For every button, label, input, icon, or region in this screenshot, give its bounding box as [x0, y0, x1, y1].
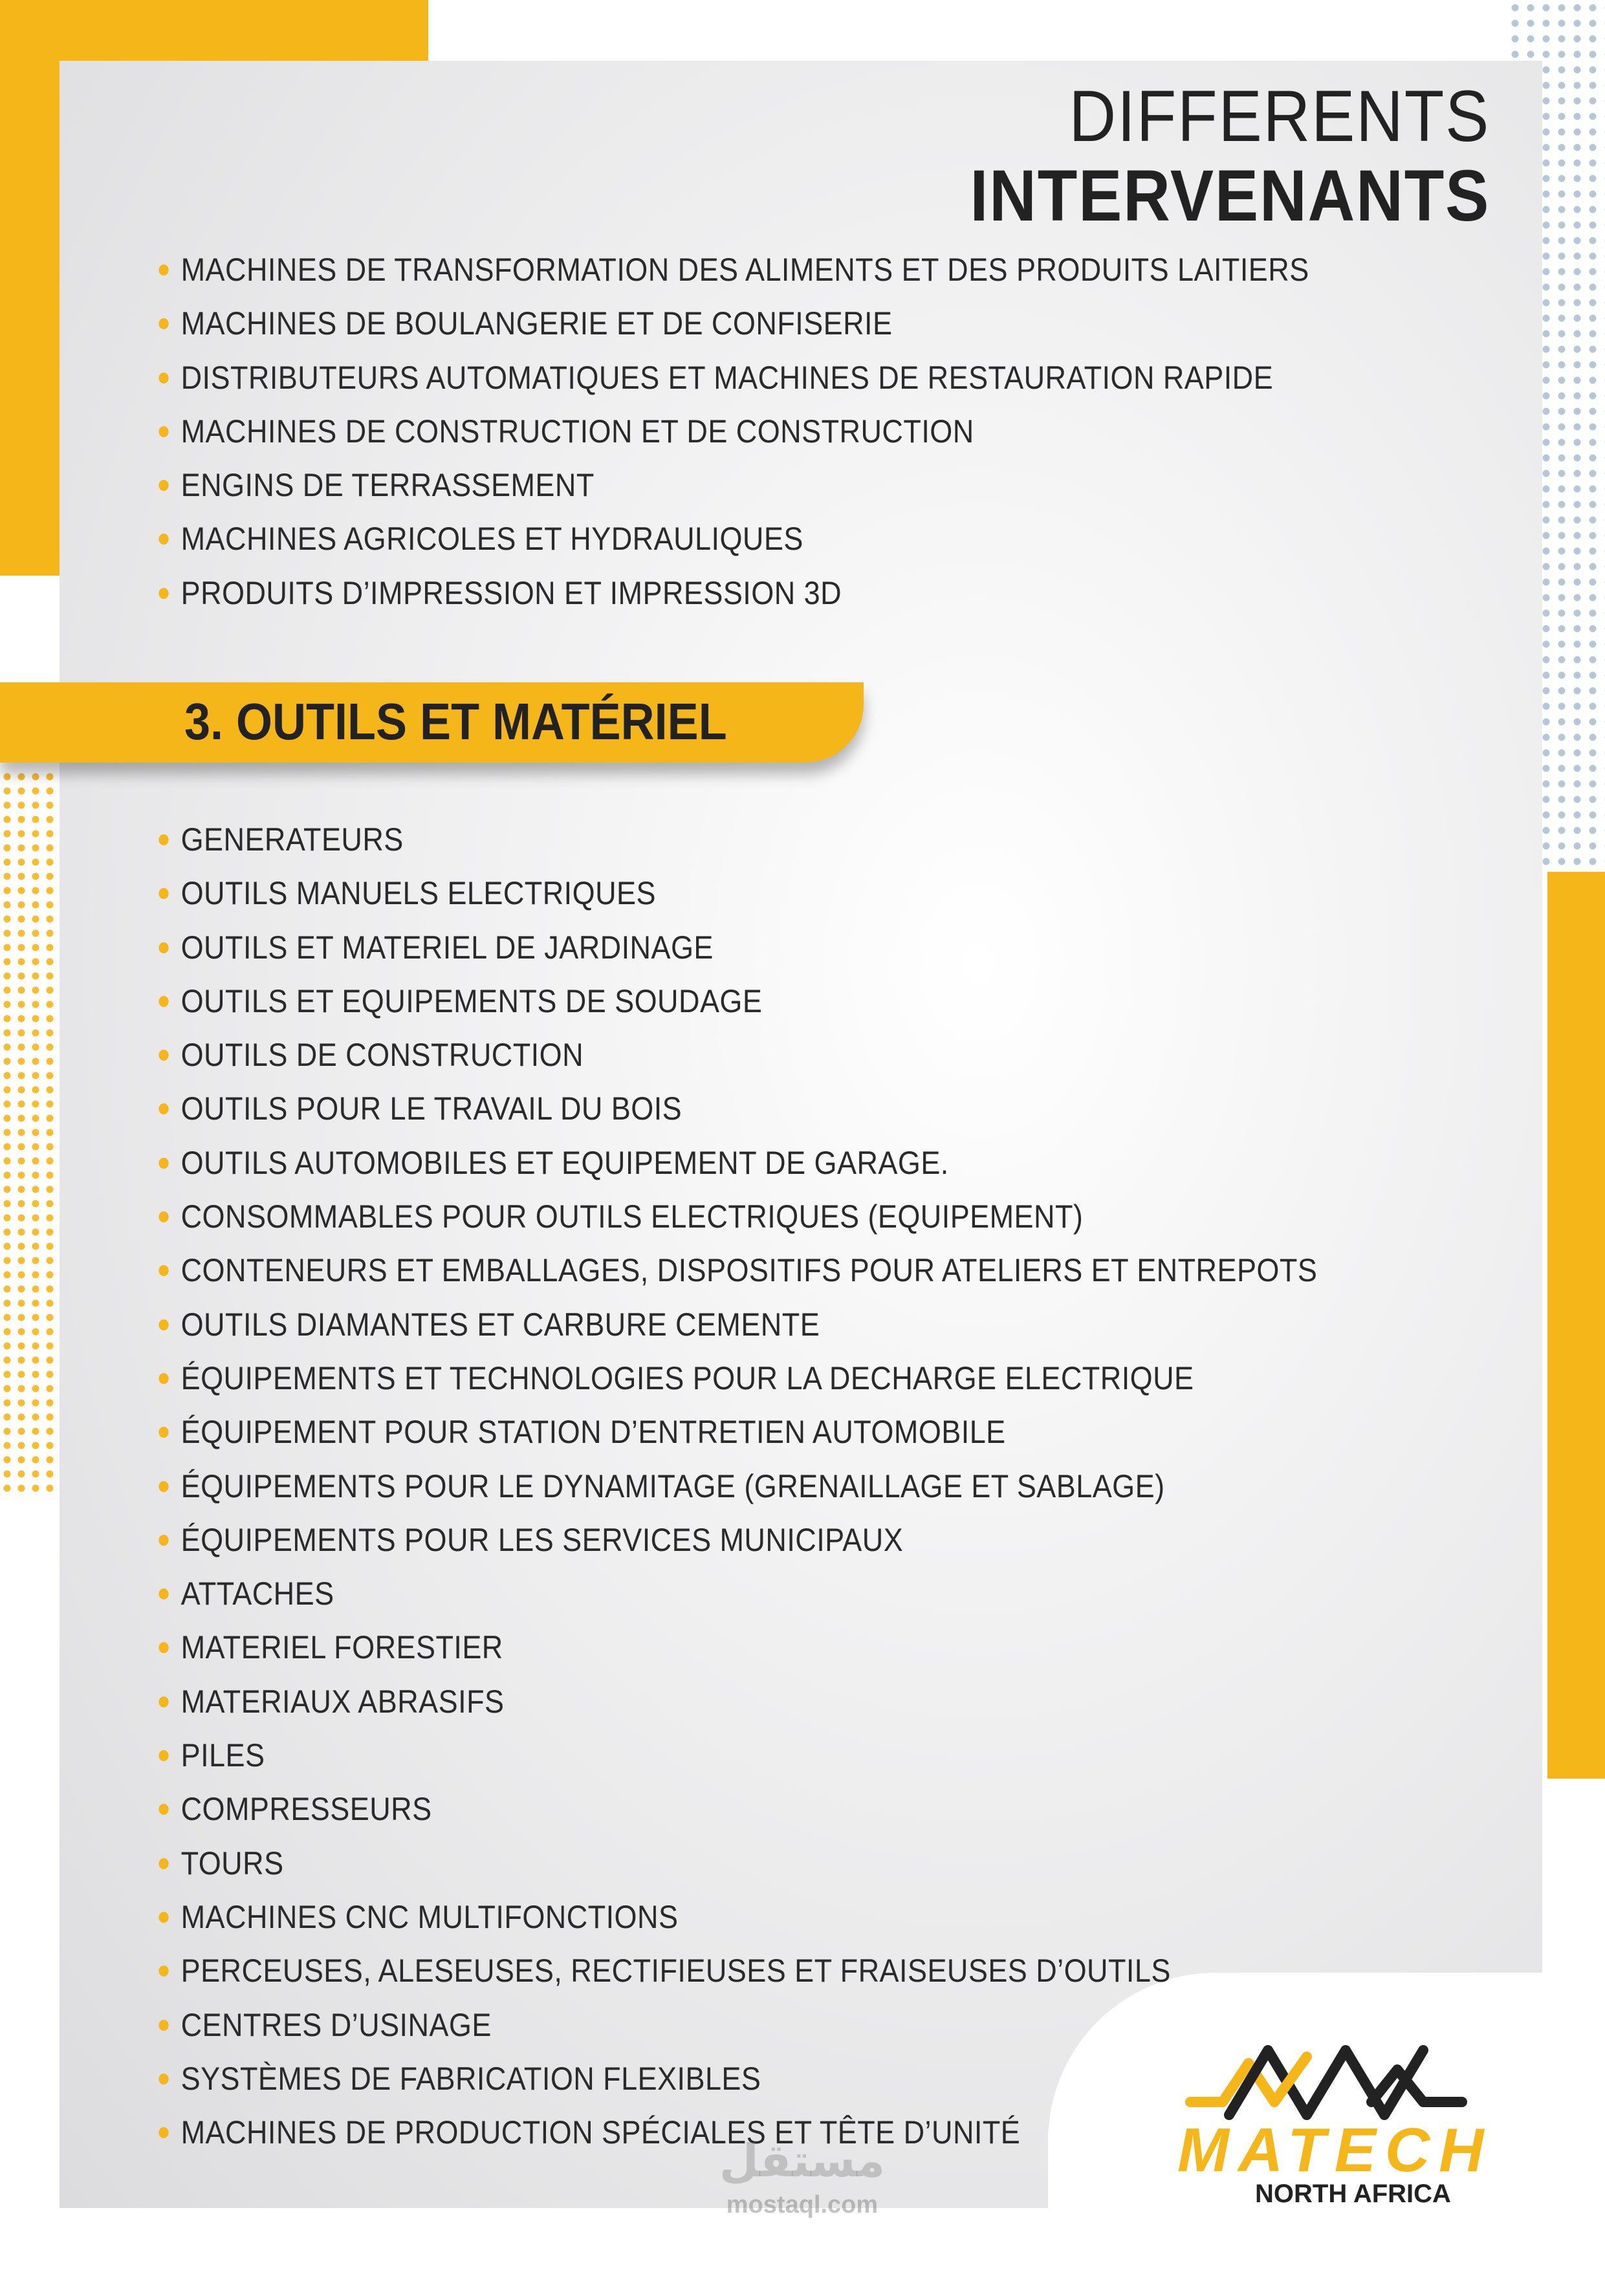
list-item-text: MACHINES AGRICOLES ET HYDRAULIQUES — [180, 521, 803, 558]
list-item-text: OUTILS MANUELS ELECTRIQUES — [180, 875, 656, 912]
list-item — [155, 1405, 1317, 1459]
list-item — [155, 1028, 1317, 1082]
list-item — [155, 1782, 1317, 1836]
list-item-text: ATTACHES — [180, 1576, 334, 1612]
list-item — [155, 405, 1309, 459]
list-item-text: OUTILS AUTOMOBILES ET EQUIPEMENT DE GARAGE. — [180, 1144, 949, 1181]
bullet-dot-icon — [158, 1750, 168, 1761]
bullet-dot-icon — [158, 1858, 168, 1869]
title-line-2: INTERVENANTS — [970, 155, 1490, 237]
bullet-dot-icon — [158, 1588, 168, 1599]
list-item-text: ENGINS DE TERRASSEMENT — [180, 467, 595, 504]
list-item — [155, 1944, 1317, 1998]
bullet-dot-icon — [158, 534, 168, 545]
section-title: 3. OUTILS ET MATÉRIEL — [184, 693, 727, 750]
bullet-dot-icon — [158, 1050, 168, 1061]
list-item — [155, 297, 1309, 351]
list-item — [155, 1244, 1317, 1297]
bullet-dot-icon — [158, 373, 168, 384]
bullet-dot-icon — [158, 1158, 168, 1169]
bullet-dot-icon — [158, 942, 168, 953]
list-item — [155, 1190, 1317, 1244]
tools-list — [155, 813, 1447, 2160]
list-item — [155, 1460, 1317, 1513]
list-item-text: DISTRIBUTEURS AUTOMATIQUES ET MACHINES DE RESTAURATION RAPIDE — [180, 359, 1274, 396]
title-line-1: DIFFERENTS — [1069, 76, 1490, 157]
list-item — [155, 867, 1317, 920]
bullet-dot-icon — [158, 888, 168, 899]
bullet-dot-icon — [158, 588, 168, 599]
bullet-dot-icon — [158, 996, 168, 1007]
list-item — [155, 1621, 1317, 1674]
list-item-text: CONSOMMABLES POUR OUTILS ELECTRIQUES (EQUIPEMENT) — [180, 1198, 1084, 1235]
list-item — [155, 813, 1317, 867]
list-item — [155, 1837, 1317, 1890]
bullet-dot-icon — [158, 2074, 168, 2085]
bullet-dot-icon — [158, 1481, 168, 1492]
page-title — [912, 76, 1490, 235]
list-item-text: CONTENEURS ET EMBALLAGES, DISPOSITIFS POUR ATELIERS ET ENTREPOTS — [180, 1252, 1318, 1289]
list-item-text: ÉQUIPEMENT POUR STATION D’ENTRETIEN AUTOMOBILE — [180, 1414, 1006, 1451]
bullet-dot-icon — [158, 1103, 168, 1114]
list-item-text: ÉQUIPEMENTS ET TECHNOLOGIES POUR LA DECHARGE ELECTRIQUE — [180, 1359, 1194, 1396]
list-item-text: GENERATEURS — [180, 821, 404, 858]
bullet-dot-icon — [158, 1427, 168, 1438]
logo-subtitle: NORTH AFRICA — [1255, 2180, 1451, 2208]
list-item — [155, 1890, 1317, 1944]
list-item — [155, 1513, 1317, 1567]
watermark-arabic: مستقل — [719, 2136, 885, 2186]
watermark-site: mostaql.com — [726, 2191, 879, 2218]
bullet-dot-icon — [158, 318, 168, 329]
list-item — [155, 1675, 1317, 1729]
list-item — [155, 1998, 1317, 2052]
list-item — [155, 2052, 1317, 2106]
logo-wordmark: MATECH — [1177, 2116, 1493, 2185]
intervenants-list — [155, 243, 1437, 620]
list-item-text: MACHINES DE BOULANGERIE ET DE CONFISERIE — [180, 305, 893, 342]
bullet-dot-icon — [158, 834, 168, 845]
list-item — [155, 351, 1309, 405]
list-item-text: OUTILS POUR LE TRAVAIL DU BOIS — [180, 1090, 682, 1127]
bullet-dot-icon — [158, 1912, 168, 1923]
yellow-side-bar — [1547, 872, 1605, 1779]
list-item-text: ÉQUIPEMENTS POUR LE DYNAMITAGE (GRENAILLAGE ET SABLAGE) — [180, 1467, 1165, 1504]
list-item — [155, 567, 1309, 620]
list-item-text: OUTILS ET EQUIPEMENTS DE SOUDAGE — [180, 982, 763, 1019]
bullet-dot-icon — [158, 1966, 168, 1977]
list-item-text: TOURS — [180, 1845, 284, 1881]
list-item — [155, 975, 1317, 1028]
bullet-dot-icon — [158, 1696, 168, 1707]
list-item — [155, 1729, 1317, 1782]
bullet-dot-icon — [158, 265, 168, 276]
list-item-text: COMPRESSEURS — [180, 1791, 432, 1828]
bullet-dot-icon — [158, 1211, 168, 1222]
list-item — [155, 512, 1309, 566]
list-item-text: MACHINES DE CONSTRUCTION ET DE CONSTRUCTION — [180, 413, 974, 449]
list-item — [155, 459, 1309, 512]
bullet-dot-icon — [158, 2020, 168, 2031]
list-item-text: OUTILS DIAMANTES ET CARBURE CEMENTE — [180, 1306, 820, 1343]
list-item-text: PERCEUSES, ALESEUSES, RECTIFIEUSES ET FRAISEUSES D’OUTILS — [180, 1953, 1171, 1989]
list-item-text: PILES — [180, 1737, 265, 1774]
list-item-text: MACHINES DE PRODUCTION SPÉCIALES ET TÊTE D’UNITÉ — [180, 2114, 1021, 2151]
list-item-text: OUTILS DE CONSTRUCTION — [180, 1037, 584, 1074]
list-item-text: MATERIAUX ABRASIFS — [180, 1683, 505, 1720]
list-item — [155, 1136, 1317, 1190]
bullet-dot-icon — [158, 2127, 168, 2138]
list-item — [155, 1298, 1317, 1352]
list-item — [155, 1082, 1317, 1136]
bullet-dot-icon — [158, 1804, 168, 1815]
list-item-text: MACHINES DE TRANSFORMATION DES ALIMENTS ET DES PRODUITS LAITIERS — [180, 252, 1309, 288]
list-item — [155, 1352, 1317, 1405]
list-item-text: ÉQUIPEMENTS POUR LES SERVICES MUNICIPAUX — [180, 1521, 904, 1558]
list-item-text: SYSTÈMES DE FABRICATION FLEXIBLES — [180, 2060, 761, 2097]
list-item-text: MACHINES CNC MULTIFONCTIONS — [180, 1898, 679, 1935]
list-item — [155, 921, 1317, 975]
bullet-dot-icon — [158, 1319, 168, 1330]
bullet-dot-icon — [158, 1642, 168, 1653]
list-item — [155, 1567, 1317, 1621]
bullet-dot-icon — [158, 426, 168, 437]
list-item-text: PRODUITS D’IMPRESSION ET IMPRESSION 3D — [180, 574, 842, 611]
list-item-text: MATERIEL FORESTIER — [180, 1629, 503, 1666]
list-item-text: OUTILS ET MATERIEL DE JARDINAGE — [180, 929, 714, 966]
bullet-dot-icon — [158, 480, 168, 491]
list-item — [155, 243, 1309, 297]
bullet-dot-icon — [158, 1373, 168, 1384]
bullet-dot-icon — [158, 1535, 168, 1546]
list-item-text: CENTRES D’USINAGE — [180, 2006, 492, 2043]
bullet-dot-icon — [158, 1265, 168, 1276]
